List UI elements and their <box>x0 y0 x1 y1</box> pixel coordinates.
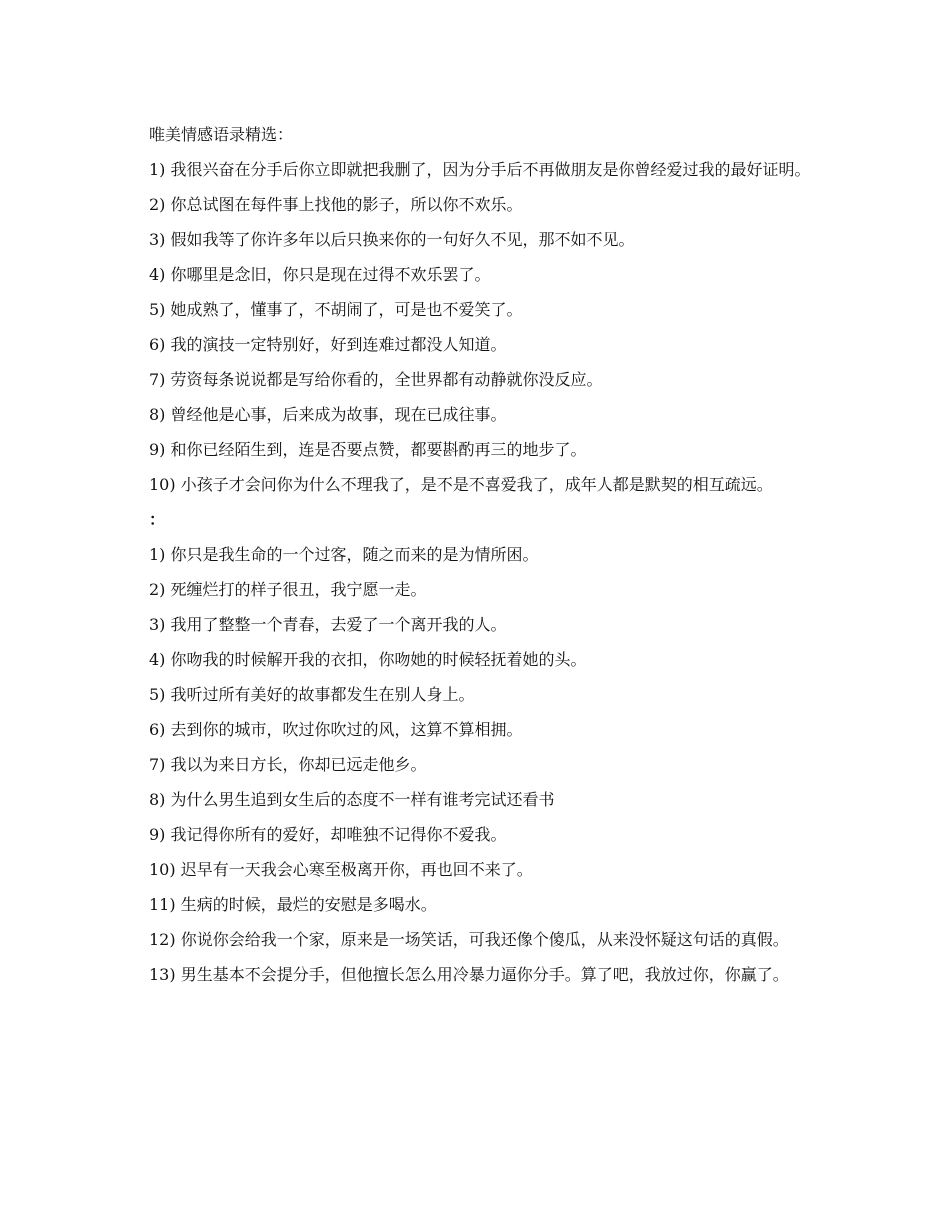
quote-item: 10) 迟早有一天我会心寒至极离开你，再也回不来了。 <box>149 860 533 879</box>
quote-item: 2) 你总试图在每件事上找他的影子，所以你不欢乐。 <box>149 195 523 214</box>
quote-item: 11) 生病的时候，最烂的安慰是多喝水。 <box>149 895 437 914</box>
quote-item: 8) 为什么男生追到女生后的态度不一样有谁考完试还看书 <box>149 790 555 809</box>
quote-item: 5) 我听过所有美好的故事都发生在别人身上。 <box>149 685 475 704</box>
quote-item: 3) 假如我等了你许多年以后只换来你的一句好久不见，那不如不见。 <box>149 230 635 249</box>
quote-item: 5) 她成熟了，懂事了，不胡闹了，可是也不爱笑了。 <box>149 300 523 319</box>
quote-item: 2) 死缠烂打的样子很丑，我宁愿一走。 <box>149 580 427 599</box>
document-heading: 唯美情感语录精选： <box>149 125 294 144</box>
section-separator: ： <box>149 510 166 529</box>
quote-item: 1) 我很兴奋在分手后你立即就把我删了，因为分手后不再做朋友是你曾经爱过我的最好证明。 <box>149 160 811 179</box>
quote-item: 12) 你说你会给我一个家，原来是一场笑话，可我还像个傻瓜，从来没怀疑这句话的真假。 <box>149 930 789 949</box>
quote-item: 4) 你哪里是念旧，你只是现在过得不欢乐罢了。 <box>149 265 491 284</box>
quote-item: 13) 男生基本不会提分手，但他擅长怎么用冷暴力逼你分手。算了吧，我放过你，你赢了。 <box>149 965 789 984</box>
quote-item: 3) 我用了整整一个青春，去爱了一个离开我的人。 <box>149 615 507 634</box>
quote-item: 7) 我以为来日方长，你却已远走他乡。 <box>149 755 427 774</box>
quote-item: 9) 和你已经陌生到，连是否要点赞，都要斟酌再三的地步了。 <box>149 440 587 459</box>
document-body <box>113 124 835 999</box>
quote-item: 4) 你吻我的时候解开我的衣扣，你吻她的时候轻抚着她的头。 <box>149 650 587 669</box>
quote-item: 10) 小孩子才会问你为什么不理我了，是不是不喜爱我了，成年人都是默契的相互疏远。 <box>149 475 773 494</box>
quote-item: 6) 我的演技一定特别好，好到连难过都没人知道。 <box>149 335 507 354</box>
quote-item: 6) 去到你的城市，吹过你吹过的风，这算不算相拥。 <box>149 720 523 739</box>
quote-item: 7) 劳资每条说说都是写给你看的，全世界都有动静就你没反应。 <box>149 370 603 389</box>
quote-item: 8) 曾经他是心事，后来成为故事，现在已成往事。 <box>149 405 507 424</box>
quote-item: 9) 我记得你所有的爱好，却唯独不记得你不爱我。 <box>149 825 507 844</box>
quote-item: 1) 你只是我生命的一个过客，随之而来的是为情所困。 <box>149 545 539 564</box>
